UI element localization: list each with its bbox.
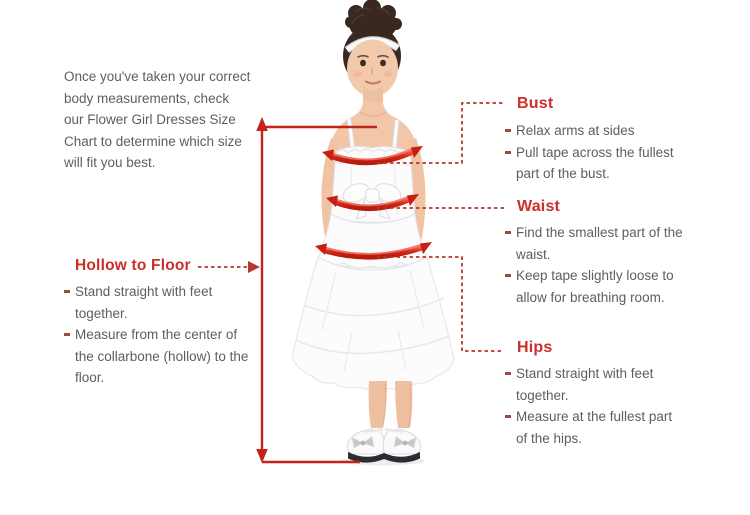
bullet-text: Stand straight with feet together. <box>75 284 213 321</box>
bullet-text: Stand straight with feet together. <box>516 366 654 403</box>
girl-face <box>347 40 398 97</box>
bust-bullet-list <box>505 120 683 185</box>
bullet-text: Pull tape across the fullest part of the bust. <box>516 144 674 181</box>
list-item <box>505 142 683 185</box>
list-item <box>505 406 683 449</box>
list-item <box>505 265 683 308</box>
bullet-dash-icon <box>64 290 70 293</box>
hollow-label-connector <box>198 261 260 273</box>
bullet-text: Relax arms at sides <box>516 123 635 138</box>
dress-skirt <box>292 257 454 390</box>
bullet-text: Find the smallest part of the waist. <box>516 225 683 262</box>
bullet-dash-icon <box>505 274 511 277</box>
bullet-dash-icon <box>505 129 511 132</box>
list-item <box>64 324 256 389</box>
hips-bullet-list <box>505 363 683 449</box>
waist-heading: Waist <box>517 198 561 215</box>
hips-heading: Hips <box>517 339 553 356</box>
list-item <box>505 222 683 265</box>
bullet-dash-icon <box>505 231 511 234</box>
girl-shoes <box>348 429 421 462</box>
bust-heading: Bust <box>517 95 554 112</box>
list-item <box>64 281 256 324</box>
bullet-dash-icon <box>505 415 511 418</box>
bullet-text: Measure at the fullest part of the hips. <box>516 409 673 446</box>
intro-paragraph: Once you've taken your correct body measurements, check our Flower Girl Dresses Size Chart to determine which size will fit you best. <box>64 69 251 170</box>
waist-bullet-list <box>505 222 683 308</box>
hollow-bullet-list <box>64 281 256 389</box>
bullet-dash-icon <box>64 333 70 336</box>
hollow-to-floor-heading: Hollow to Floor <box>75 257 191 274</box>
bullet-text: Measure from the center of the collarbone (hollow) to the floor. <box>75 327 249 385</box>
list-item <box>505 363 683 406</box>
bullet-dash-icon <box>505 372 511 375</box>
bullet-text: Keep tape slightly loose to allow for breathing room. <box>516 268 674 305</box>
list-item <box>505 120 683 142</box>
bullet-dash-icon <box>505 151 511 154</box>
